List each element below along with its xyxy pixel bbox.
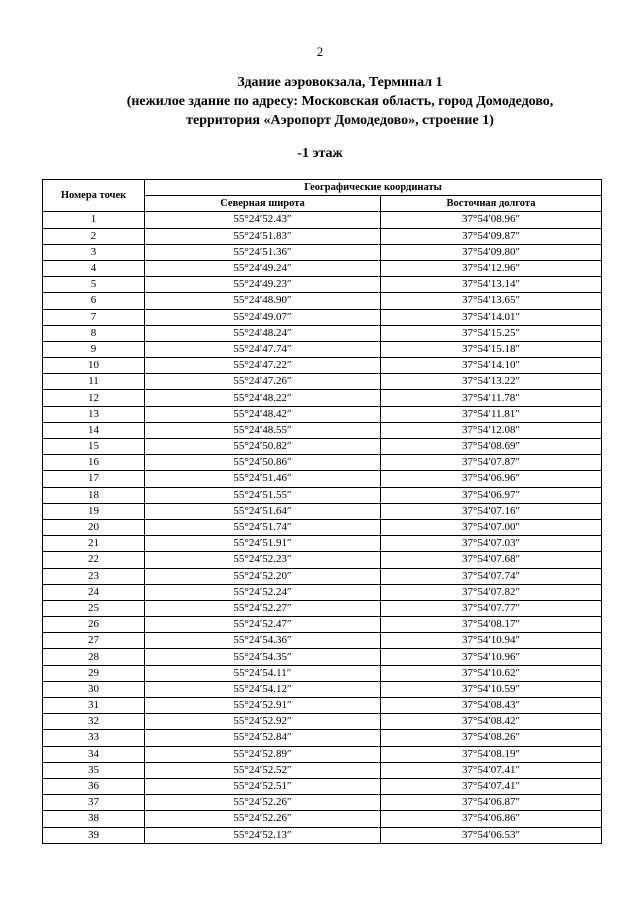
- header-latitude: Северная широта: [145, 196, 381, 212]
- point-number-cell: 26: [43, 617, 145, 633]
- point-number-cell: 37: [43, 795, 145, 811]
- table-row: [43, 471, 602, 487]
- point-number-cell: 36: [43, 778, 145, 794]
- latitude-cell: 55°24′52.27″: [145, 600, 381, 616]
- longitude-cell: 37°54′07.00″: [381, 519, 602, 535]
- latitude-cell: 55°24′49.23″: [145, 277, 381, 293]
- page-number: 2: [316, 44, 324, 59]
- latitude-cell: 55°24′54.36″: [145, 633, 381, 649]
- table-row: [43, 633, 602, 649]
- latitude-cell: 55°24′48.90″: [145, 293, 381, 309]
- point-number-cell: 39: [43, 827, 145, 843]
- point-number-cell: 6: [43, 293, 145, 309]
- table-row: [43, 293, 602, 309]
- point-number-cell: 38: [43, 811, 145, 827]
- longitude-cell: 37°54′07.82″: [381, 584, 602, 600]
- latitude-cell: 55°24′48.55″: [145, 422, 381, 438]
- latitude-cell: 55°24′48.24″: [145, 325, 381, 341]
- table-row: [43, 698, 602, 714]
- latitude-cell: 55°24′51.83″: [145, 228, 381, 244]
- table-row: [43, 455, 602, 471]
- table-row: [43, 746, 602, 762]
- table-row: [43, 309, 602, 325]
- point-number-cell: 14: [43, 422, 145, 438]
- point-number-cell: 13: [43, 406, 145, 422]
- point-number-cell: 19: [43, 503, 145, 519]
- latitude-cell: 55°24′52.13″: [145, 827, 381, 843]
- point-number-cell: 27: [43, 633, 145, 649]
- table-row: [43, 649, 602, 665]
- header-geo-coordinates: Географические координаты: [145, 180, 602, 196]
- longitude-cell: 37°54′08.42″: [381, 714, 602, 730]
- latitude-cell: 55°24′52.52″: [145, 762, 381, 778]
- latitude-cell: 55°24′49.24″: [145, 260, 381, 276]
- header-point-numbers: Номера точек: [43, 180, 145, 212]
- point-number-cell: 12: [43, 390, 145, 406]
- latitude-cell: 55°24′51.55″: [145, 487, 381, 503]
- table-row: [43, 503, 602, 519]
- point-number-cell: 24: [43, 584, 145, 600]
- table-row: [43, 244, 602, 260]
- table-row: [43, 778, 602, 794]
- latitude-cell: 55°24′51.36″: [145, 244, 381, 260]
- table-row: [43, 600, 602, 616]
- point-number-cell: 30: [43, 681, 145, 697]
- longitude-cell: 37°54′07.68″: [381, 552, 602, 568]
- longitude-cell: 37°54′07.87″: [381, 455, 602, 471]
- point-number-cell: 31: [43, 698, 145, 714]
- latitude-cell: 55°24′52.47″: [145, 617, 381, 633]
- point-number-cell: 28: [43, 649, 145, 665]
- floor-title: -1 этаж: [297, 146, 343, 161]
- latitude-cell: 55°24′52.26″: [145, 811, 381, 827]
- longitude-cell: 37°54′12.96″: [381, 260, 602, 276]
- longitude-cell: 37°54′13.22″: [381, 374, 602, 390]
- longitude-cell: 37°54′09.80″: [381, 244, 602, 260]
- latitude-cell: 55°24′50.82″: [145, 439, 381, 455]
- longitude-cell: 37°54′08.17″: [381, 617, 602, 633]
- longitude-cell: 37°54′10.96″: [381, 649, 602, 665]
- latitude-cell: 55°24′51.74″: [145, 519, 381, 535]
- latitude-cell: 55°24′52.43″: [145, 212, 381, 228]
- longitude-cell: 37°54′07.77″: [381, 600, 602, 616]
- longitude-cell: 37°54′11.78″: [381, 390, 602, 406]
- point-number-cell: 25: [43, 600, 145, 616]
- longitude-cell: 37°54′06.96″: [381, 471, 602, 487]
- point-number-cell: 35: [43, 762, 145, 778]
- latitude-cell: 55°24′52.89″: [145, 746, 381, 762]
- longitude-cell: 37°54′13.14″: [381, 277, 602, 293]
- longitude-cell: 37°54′10.94″: [381, 633, 602, 649]
- latitude-cell: 55°24′52.92″: [145, 714, 381, 730]
- point-number-cell: 20: [43, 519, 145, 535]
- longitude-cell: 37°54′08.96″: [381, 212, 602, 228]
- point-number-cell: 8: [43, 325, 145, 341]
- point-number-cell: 18: [43, 487, 145, 503]
- latitude-cell: 55°24′51.64″: [145, 503, 381, 519]
- latitude-cell: 55°24′51.91″: [145, 536, 381, 552]
- point-number-cell: 3: [43, 244, 145, 260]
- point-number-cell: 10: [43, 358, 145, 374]
- table-row: [43, 730, 602, 746]
- table-row: [43, 374, 602, 390]
- longitude-cell: 37°54′12.08″: [381, 422, 602, 438]
- heading-line-3: территория «Аэропорт Домодедово», строение 1): [186, 113, 494, 128]
- latitude-cell: 55°24′54.12″: [145, 681, 381, 697]
- latitude-cell: 55°24′47.26″: [145, 374, 381, 390]
- longitude-cell: 37°54′08.69″: [381, 439, 602, 455]
- point-number-cell: 33: [43, 730, 145, 746]
- point-number-cell: 34: [43, 746, 145, 762]
- point-number-cell: 21: [43, 536, 145, 552]
- longitude-cell: 37°54′09.87″: [381, 228, 602, 244]
- table-row: [43, 422, 602, 438]
- point-number-cell: 7: [43, 309, 145, 325]
- table-body: [43, 212, 602, 843]
- point-number-cell: 4: [43, 260, 145, 276]
- table-header-row: [43, 180, 602, 196]
- table-row: [43, 536, 602, 552]
- longitude-cell: 37°54′15.25″: [381, 325, 602, 341]
- longitude-cell: 37°54′10.62″: [381, 665, 602, 681]
- latitude-cell: 55°24′52.84″: [145, 730, 381, 746]
- table-row: [43, 406, 602, 422]
- table-row: [43, 827, 602, 843]
- latitude-cell: 55°24′47.74″: [145, 341, 381, 357]
- table-row: [43, 552, 602, 568]
- longitude-cell: 37°54′07.74″: [381, 568, 602, 584]
- point-number-cell: 22: [43, 552, 145, 568]
- point-number-cell: 32: [43, 714, 145, 730]
- table-row: [43, 568, 602, 584]
- latitude-cell: 55°24′54.11″: [145, 665, 381, 681]
- longitude-cell: 37°54′07.41″: [381, 762, 602, 778]
- point-number-cell: 5: [43, 277, 145, 293]
- longitude-cell: 37°54′14.01″: [381, 309, 602, 325]
- table-row: [43, 519, 602, 535]
- latitude-cell: 55°24′52.24″: [145, 584, 381, 600]
- table-row: [43, 325, 602, 341]
- table-row: [43, 811, 602, 827]
- table-row: [43, 487, 602, 503]
- longitude-cell: 37°54′15.18″: [381, 341, 602, 357]
- table-row: [43, 341, 602, 357]
- point-number-cell: 17: [43, 471, 145, 487]
- table-row: [43, 714, 602, 730]
- longitude-cell: 37°54′08.43″: [381, 698, 602, 714]
- latitude-cell: 55°24′48.42″: [145, 406, 381, 422]
- longitude-cell: 37°54′07.03″: [381, 536, 602, 552]
- longitude-cell: 37°54′10.59″: [381, 681, 602, 697]
- latitude-cell: 55°24′49.07″: [145, 309, 381, 325]
- longitude-cell: 37°54′06.97″: [381, 487, 602, 503]
- longitude-cell: 37°54′07.16″: [381, 503, 602, 519]
- table-row: [43, 584, 602, 600]
- longitude-cell: 37°54′14.10″: [381, 358, 602, 374]
- coordinates-table: [42, 179, 602, 844]
- heading-line-2: (нежилое здание по адресу: Московская область, город Домодедово,: [126, 94, 554, 109]
- table-row: [43, 762, 602, 778]
- table-row: [43, 277, 602, 293]
- latitude-cell: 55°24′50.86″: [145, 455, 381, 471]
- point-number-cell: 29: [43, 665, 145, 681]
- latitude-cell: 55°24′52.91″: [145, 698, 381, 714]
- table-row: [43, 358, 602, 374]
- latitude-cell: 55°24′52.20″: [145, 568, 381, 584]
- point-number-cell: 16: [43, 455, 145, 471]
- latitude-cell: 55°24′52.51″: [145, 778, 381, 794]
- latitude-cell: 55°24′52.26″: [145, 795, 381, 811]
- table-row: [43, 681, 602, 697]
- longitude-cell: 37°54′08.26″: [381, 730, 602, 746]
- longitude-cell: 37°54′06.87″: [381, 795, 602, 811]
- point-number-cell: 23: [43, 568, 145, 584]
- latitude-cell: 55°24′48.22″: [145, 390, 381, 406]
- longitude-cell: 37°54′06.53″: [381, 827, 602, 843]
- table-row: [43, 665, 602, 681]
- longitude-cell: 37°54′07.41″: [381, 778, 602, 794]
- point-number-cell: 15: [43, 439, 145, 455]
- table-row: [43, 617, 602, 633]
- longitude-cell: 37°54′13.65″: [381, 293, 602, 309]
- header-longitude: Восточная долгота: [381, 196, 602, 212]
- longitude-cell: 37°54′06.86″: [381, 811, 602, 827]
- latitude-cell: 55°24′47.22″: [145, 358, 381, 374]
- latitude-cell: 55°24′51.46″: [145, 471, 381, 487]
- table-row: [43, 439, 602, 455]
- point-number-cell: 2: [43, 228, 145, 244]
- table-row: [43, 390, 602, 406]
- point-number-cell: 1: [43, 212, 145, 228]
- latitude-cell: 55°24′52.23″: [145, 552, 381, 568]
- point-number-cell: 11: [43, 374, 145, 390]
- longitude-cell: 37°54′11.81″: [381, 406, 602, 422]
- table-row: [43, 795, 602, 811]
- latitude-cell: 55°24′54.35″: [145, 649, 381, 665]
- longitude-cell: 37°54′08.19″: [381, 746, 602, 762]
- table-row: [43, 212, 602, 228]
- table-row: [43, 228, 602, 244]
- point-number-cell: 9: [43, 341, 145, 357]
- heading-line-1: Здание аэровокзала, Терминал 1: [237, 75, 443, 90]
- table-row: [43, 260, 602, 276]
- document-heading: [40, 73, 640, 130]
